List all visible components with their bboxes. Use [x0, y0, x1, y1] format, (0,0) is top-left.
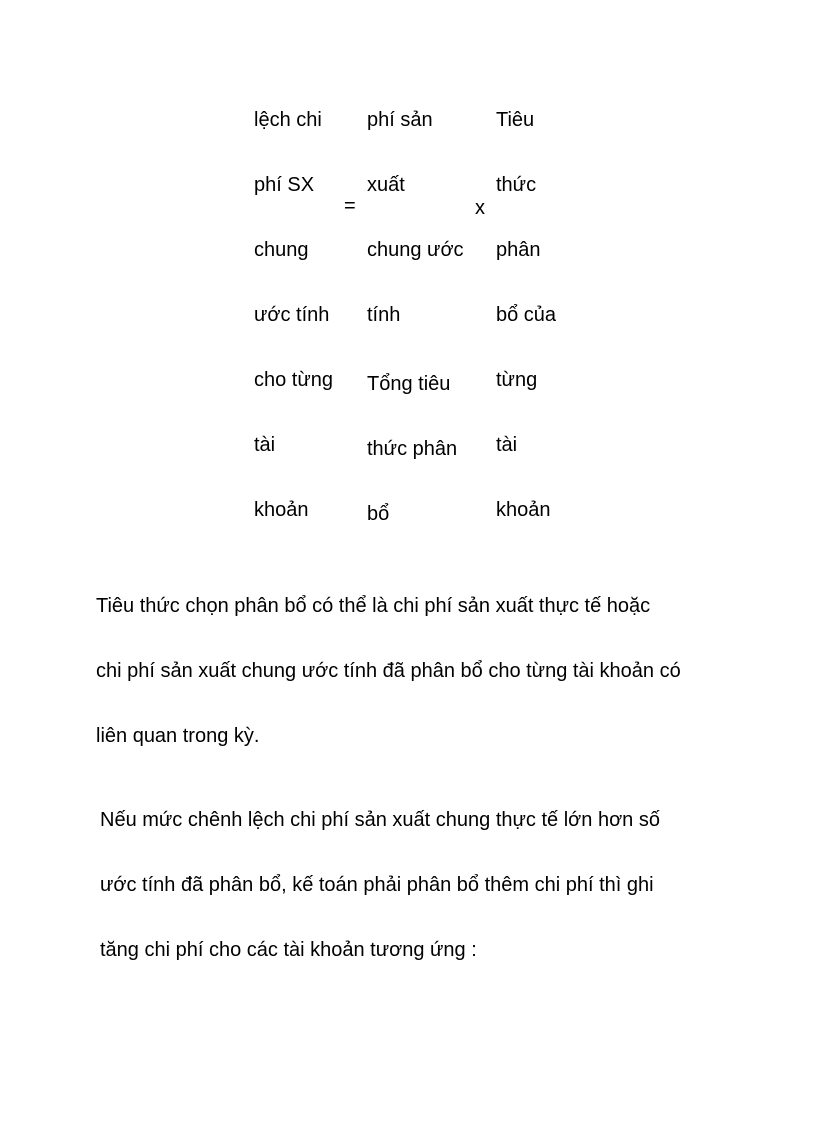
multiply-sign: x [475, 197, 485, 219]
formula-lhs [254, 108, 333, 563]
formula-fraction-line: phí sản [367, 109, 433, 131]
paragraph-line: chi phí sản xuất chung ước tính đã phân bổ cho từng tài khoản có [96, 660, 681, 682]
formula-lhs-line: cho từng [254, 369, 333, 391]
formula-lhs-line: phí SX [254, 174, 315, 196]
paragraph-additional-allocation [100, 808, 780, 1003]
paragraph-line: ước tính đã phân bổ, kế toán phải phân bổ thêm chi phí thì ghi [100, 874, 654, 896]
formula-fraction-line: bổ [367, 503, 390, 525]
paragraph-line: liên quan trong kỳ. [96, 725, 260, 747]
formula-rhs-line: Tiêu [496, 109, 535, 131]
paragraph-line: Tiêu thức chọn phân bổ có thể là chi phí sản xuất thực tế hoặc [96, 595, 651, 617]
formula-fraction-line: chung ước [367, 239, 464, 261]
formula-fraction-line: tính [367, 304, 401, 326]
allocation-formula [0, 0, 816, 560]
formula-fraction-line: thức phân [367, 438, 458, 460]
paragraph-line: Nếu mức chênh lệch chi phí sản xuất chung thực tế lớn hơn số [100, 809, 660, 831]
formula-fraction [367, 108, 464, 563]
formula-rhs-line: khoản [496, 499, 551, 521]
formula-lhs-line: chung [254, 239, 309, 261]
formula-lhs-line: tài [254, 434, 276, 456]
formula-rhs-line: thức [496, 174, 537, 196]
formula-lhs-line: lệch chi [254, 109, 322, 131]
formula-rhs-line: tài [496, 434, 518, 456]
paragraph-line: tăng chi phí cho các tài khoản tương ứng : [100, 939, 477, 961]
formula-fraction-line: Tổng tiêu [367, 373, 451, 395]
formula-rhs-line: từng [496, 369, 538, 391]
formula-fraction-line: xuất [367, 174, 405, 196]
formula-rhs [496, 108, 556, 563]
formula-lhs-line: ước tính [254, 304, 330, 326]
formula-lhs-line: khoản [254, 499, 309, 521]
formula-rhs-line: bổ của [496, 304, 557, 326]
formula-rhs-line: phân [496, 239, 541, 261]
paragraph-allocation-basis [96, 594, 776, 789]
equals-sign: = [344, 195, 356, 217]
